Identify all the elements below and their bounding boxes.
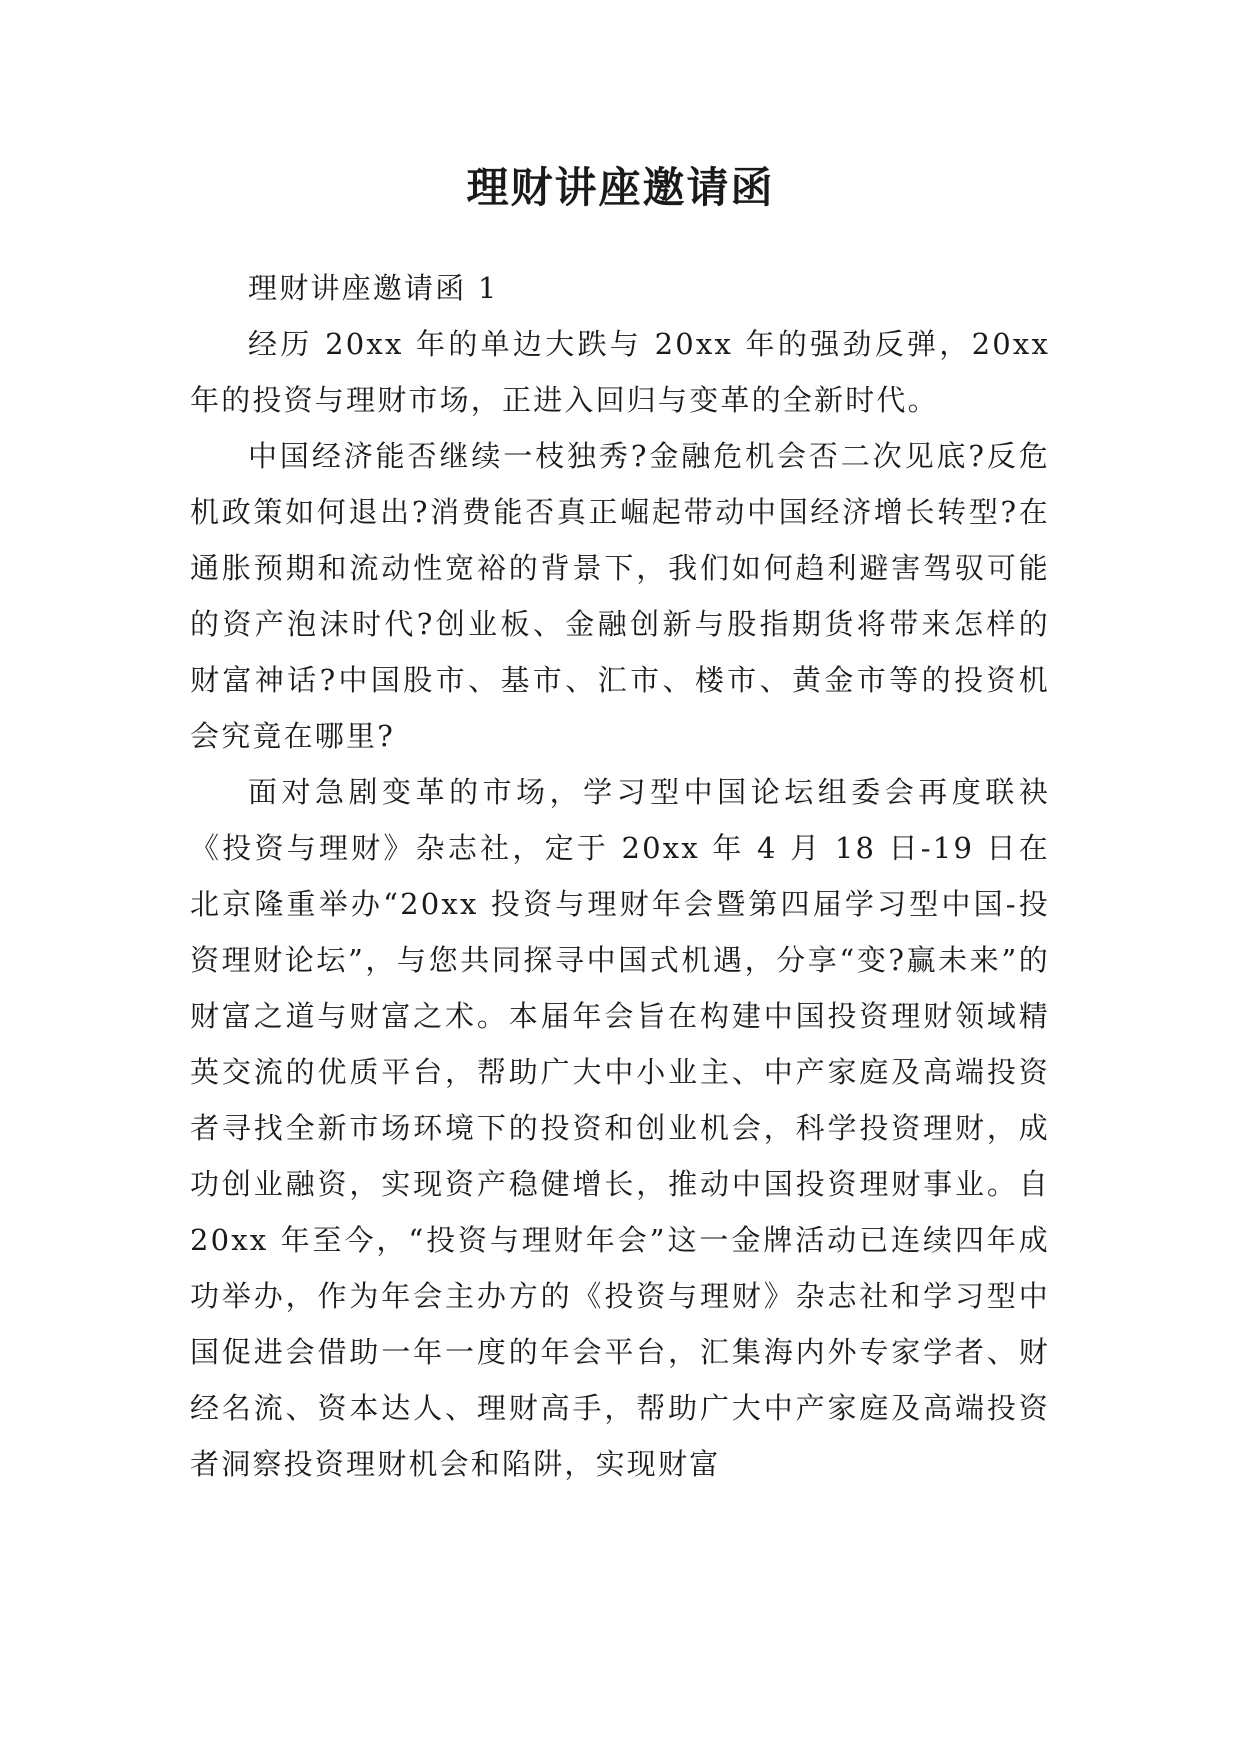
paragraph-2: 中国经济能否继续一枝独秀?金融危机会否二次见底?反危机政策如何退出?消费能否真正崛起带动中国经济增长转型?在通胀预期和流动性宽裕的背景下，我们如何趋利避害驾驭可能的资产泡沫时代?创业板、金融创新与股指期货将带来怎样的财富神话?中国股市、基市、汇市、楼市、黄金市等的投资机会究竟在哪里? <box>190 439 1050 753</box>
document-title: 理财讲座邀请函 <box>466 163 775 212</box>
document-body <box>190 260 1050 1492</box>
paragraph-3: 面对急剧变革的市场，学习型中国论坛组委会再度联袂《投资与理财》杂志社，定于 20xx 年 4 月 18 日-19 日在北京隆重举办“20xx 投资与理财年会暨第四届学习型中国-投资理财论坛”，与您共同探寻中国式机遇，分享“变?赢未来”的财富之道与财富之术。本届年会旨在构建中国投资理财领域精英交流的优质平台，帮助广大中小业主、中产家庭及高端投资者寻找全新市场环境下的投资和创业机会，科学投资理财，成功创业融资，实现资产稳健增长，推动中国投资理财事业。自 20xx 年至今，“投资与理财年会”这一金牌活动已连续四年成功举办，作为年会主办方的《投资与理财》杂志社和学习型中国促进会借助一年一度的年会平台，汇集海内外专家学者、财经名流、资本达人、理财高手，帮助广大中产家庭及高端投资者洞察投资理财机会和陷阱，实现财富 <box>190 775 1050 1481</box>
section-heading: 理财讲座邀请函 1 <box>248 271 499 305</box>
paragraph-1: 经历 20xx 年的单边大跌与 20xx 年的强劲反弹，20xx 年的投资与理财市场，正进入回归与变革的全新时代。 <box>190 327 1050 417</box>
